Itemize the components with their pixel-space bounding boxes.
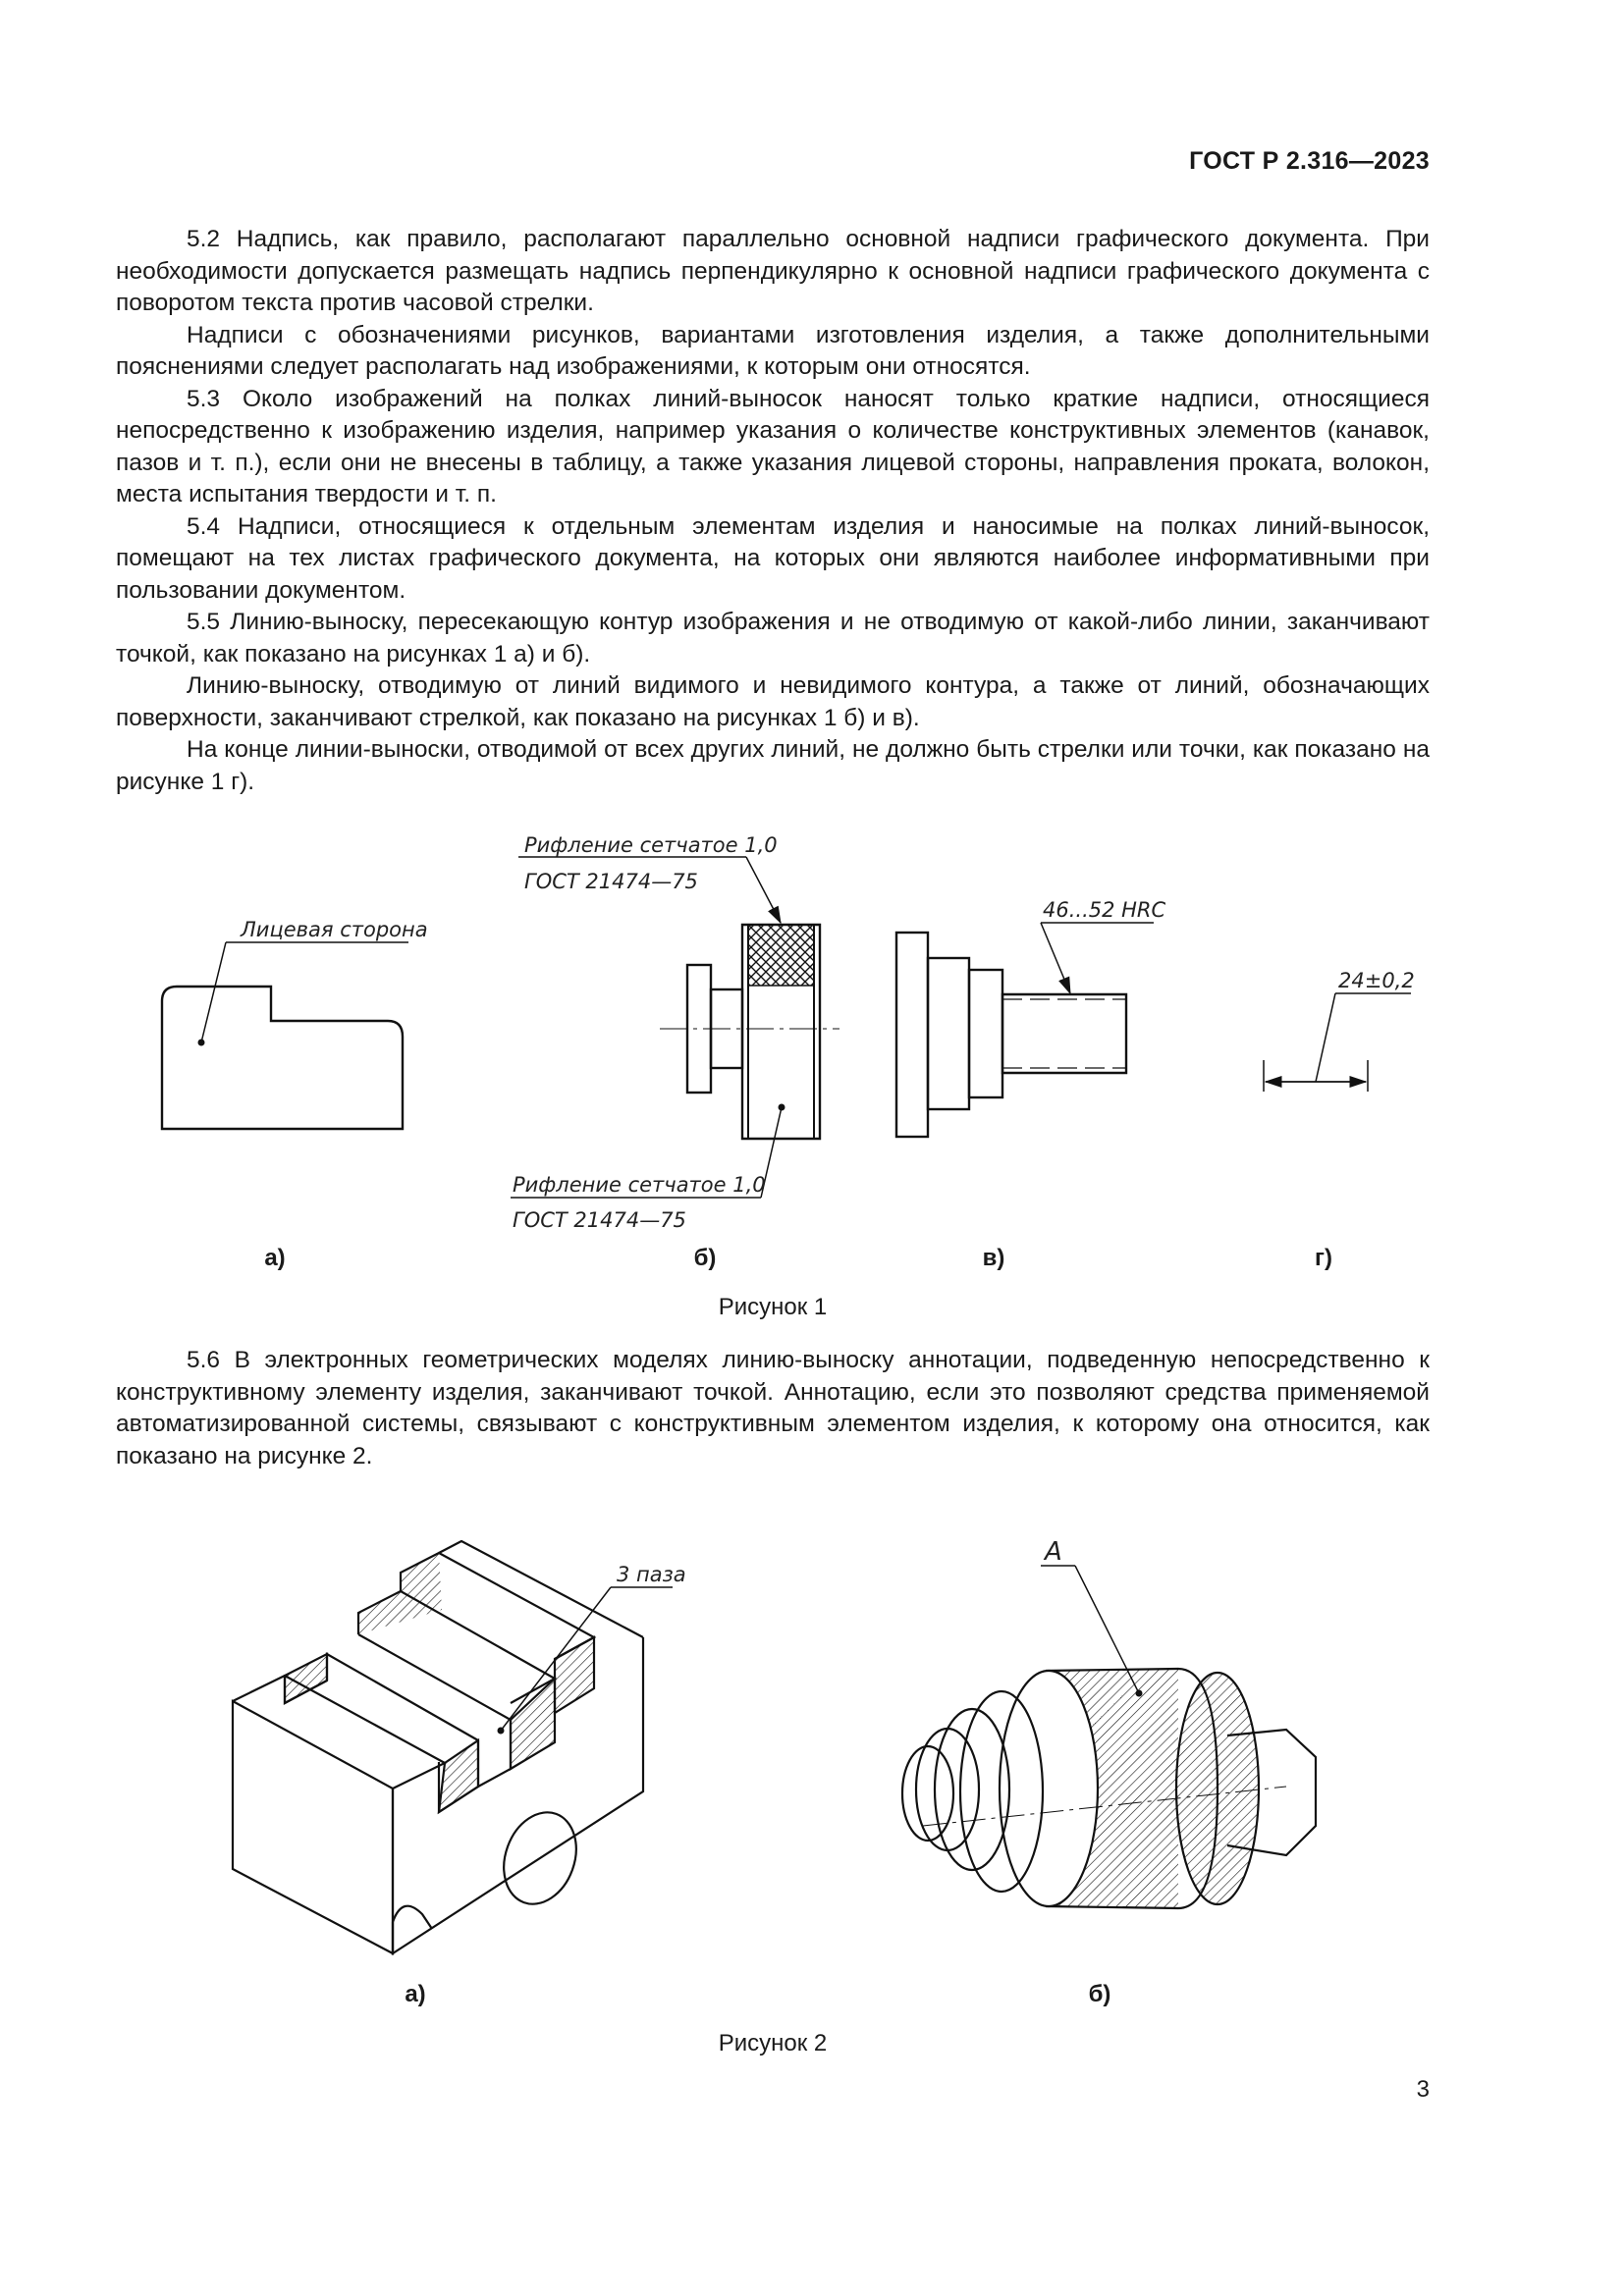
- paragraph: 5.6 В электронных геометрических моделях линию-выноску аннотации, подведенную непосредственно к конструктивному элементу изделия, заканчивают точкой. Аннотацию, если это позволяют средства применяемой автоматизированной системы, связывают с конструктивным элементом изделия, к которому она относится, как показано на рисунке 2.: [116, 1347, 1430, 1469]
- figure-2-caption: Рисунок 2: [718, 2030, 828, 2056]
- body-text-top: [116, 224, 1430, 798]
- figure-1-caption: Рисунок 1: [718, 1294, 828, 1320]
- figure-1a-drawing: [162, 918, 428, 1129]
- figure-2: [0, 1512, 1624, 2071]
- figure-2a-drawing: [233, 1541, 673, 1953]
- paragraph: 5.5 Линию-выноску, пересекающую контур изображения и не отводимую от какой-либо линии, заканчивают точкой, как показано на рисунках 1 а) и б).: [116, 609, 1430, 667]
- paragraph: 5.2 Надпись, как правило, располагают параллельно основной надписи графического документа. При необходимости допускается размещать надпись перпендикулярно к основной надписи графического документа с поворотом текста против часовой стрелки.: [116, 226, 1430, 316]
- body-text-56: [116, 1345, 1430, 1472]
- figure-2-drawing: [0, 1512, 1624, 2002]
- figure-2b-label: б): [1088, 1981, 1111, 2007]
- figure-1v-drawing: [896, 898, 1166, 1137]
- knurl-bottom-annotation-2: ГОСТ 21474—75: [513, 1208, 686, 1232]
- knurl-top-annotation-1: Рифление сетчатое 1,0: [524, 833, 778, 857]
- figure-1b-label: б): [693, 1245, 717, 1271]
- figure-1a-label: а): [264, 1245, 286, 1271]
- figure-1g-label: г): [1315, 1245, 1332, 1271]
- paragraph: На конце линии-выноски, отводимой от всех других линий, не должно быть стрелки или точки, как показано на рисунке 1 г).: [116, 736, 1430, 795]
- knurl-bottom-annotation-1: Рифление сетчатое 1,0: [513, 1173, 766, 1197]
- paragraph: 5.3 Около изображений на полках линий-выносок наносят только краткие надписи, относящиеся непосредственно к изображению изделия, например указания о количестве конструктивных элементов (канавок, пазов и т. п.), если они не внесены в таблицу, а также указания лицевой стороны, направления проката, волокон, места испытания твердости и т. п.: [116, 385, 1430, 507]
- standard-designation: ГОСТ Р 2.316—2023: [1189, 147, 1430, 175]
- paragraph: 5.4 Надписи, относящиеся к отдельным элементам изделия и наносимые на полках линий-выносок, помещают на тех листах графического документа, на которых они являются наиболее информативными при пользовании документом.: [116, 512, 1430, 604]
- paragraph: Линию-выноску, отводимую от линий видимого и невидимого контура, а также от линий, обозначающих поверхности, заканчивают стрелкой, как показано на рисунках 1 б) и в).: [116, 672, 1430, 731]
- figure-1g-drawing: [1264, 969, 1415, 1092]
- page-number: 3: [1416, 2076, 1430, 2103]
- paragraph: Надписи с обозначениями рисунков, вариантами изготовления изделия, а также дополнительными пояснениями следует располагать над изображениями, к которым они относятся.: [116, 321, 1430, 380]
- hardness-annotation: 46...52 HRC: [1043, 898, 1166, 922]
- letter-annotation: А: [1045, 1537, 1062, 1567]
- figure-2a-label: а): [405, 1981, 426, 2007]
- slots-annotation: 3 паза: [617, 1563, 686, 1586]
- figure-2b-drawing: [902, 1566, 1316, 1908]
- figure-1-drawing: [0, 815, 1624, 1276]
- figure-1: [0, 815, 1624, 1325]
- face-side-annotation: Лицевая сторона: [241, 918, 428, 941]
- figure-1b-drawing: [511, 833, 839, 1232]
- dimension-annotation: 24±0,2: [1338, 969, 1415, 992]
- figure-1v-label: в): [982, 1245, 1005, 1271]
- knurl-top-annotation-2: ГОСТ 21474—75: [524, 870, 698, 893]
